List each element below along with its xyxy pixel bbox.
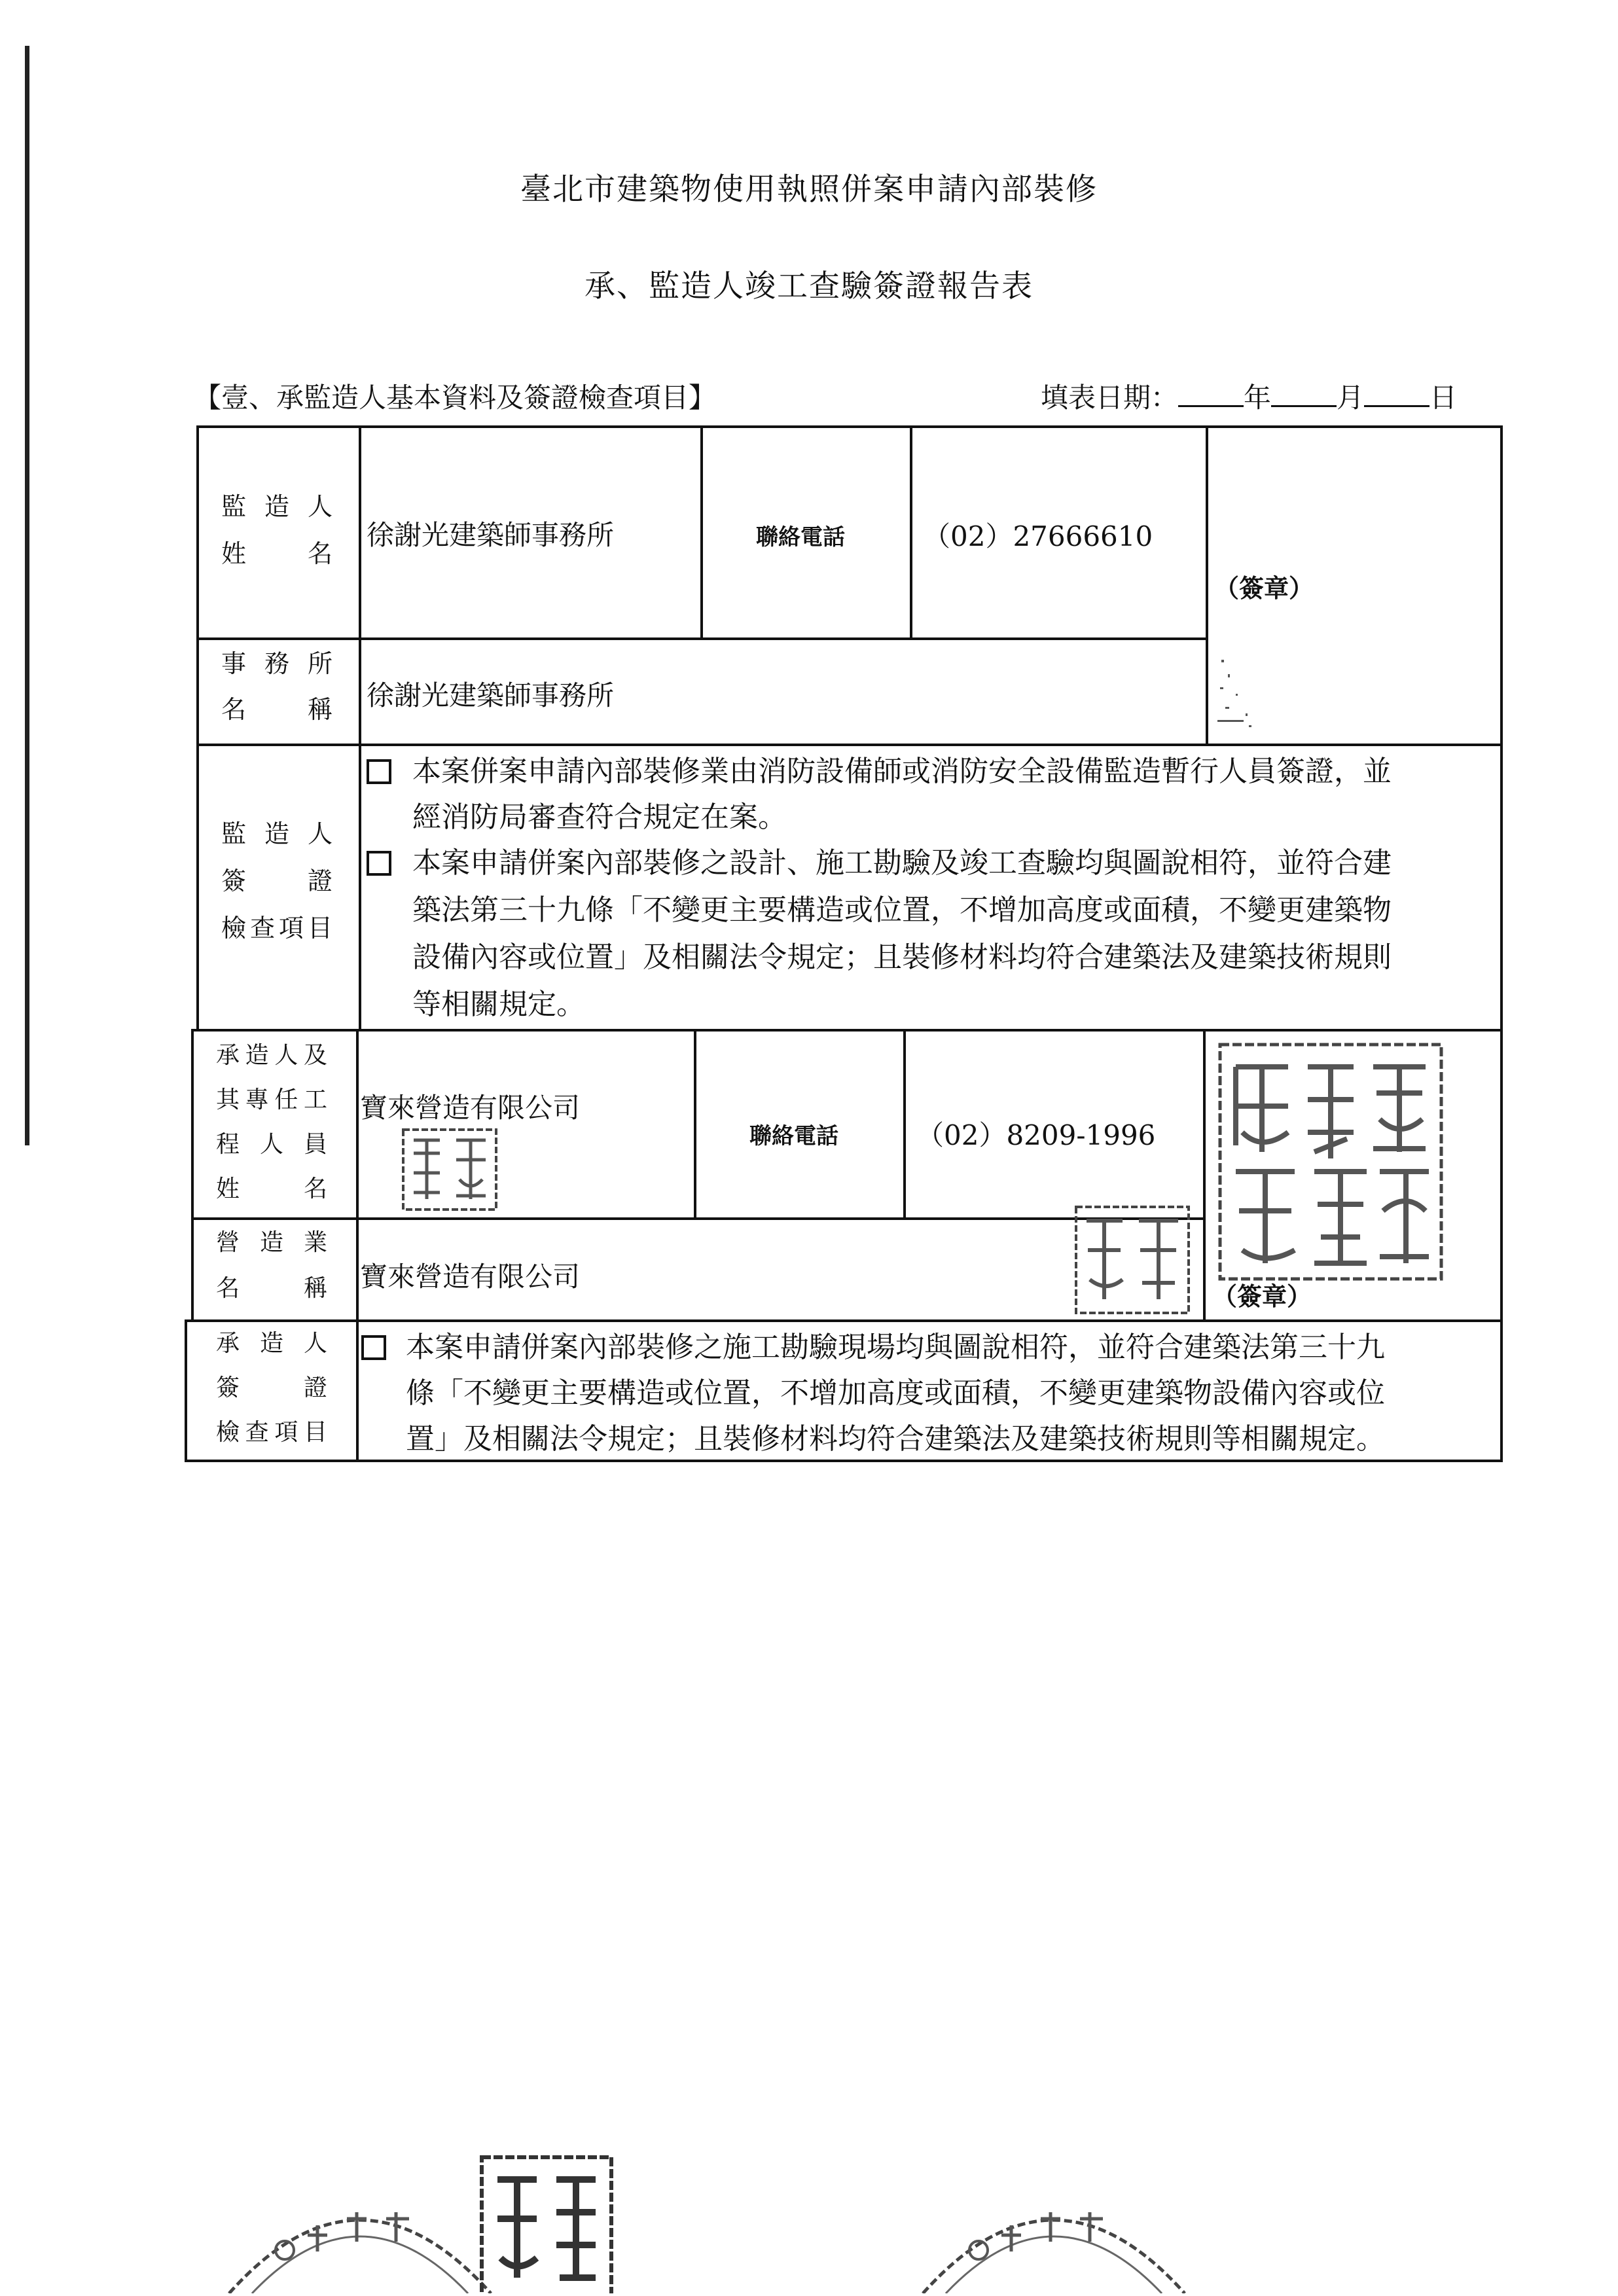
supervisor-name-label-1: 監 造 人 xyxy=(221,492,333,521)
contractor-check-1-line-1: 本案申請併案內部裝修之施工勘驗現場均與圖說相符，並符合建築法第三十九 xyxy=(406,1331,1385,1364)
supervisor-check-2-line-4: 等相關規定。 xyxy=(412,988,585,1021)
fill-date xyxy=(1041,376,1457,416)
supervisor-office-label-1: 事 務 所 xyxy=(221,649,333,678)
supervisor-sign-label: （簽章） xyxy=(1214,574,1314,603)
date-month-unit: 月 xyxy=(1337,382,1365,414)
supervisor-office-label-2: 名 稱 xyxy=(221,695,333,724)
contractor-phone-value: （02）8209-1996 xyxy=(916,1119,1156,1151)
contractor-check-1-line-2: 條「不變更主要構造或位置，不增加高度或面積，不變更建築物設備內容或位 xyxy=(406,1376,1385,1410)
contractor-sign-label: （簽章） xyxy=(1212,1282,1312,1311)
contractor-company-value: 寶來營造有限公司 xyxy=(360,1261,581,1293)
contractor-check-label-3: 檢查項目 xyxy=(216,1419,327,1446)
supervisor-check-1-checkbox[interactable] xyxy=(367,759,391,784)
supervisor-name-label-2: 姓 名 xyxy=(221,539,333,568)
supervisor-check-1-line-1: 本案併案申請內部裝修業由消防設備師或消防安全設備監造暫行人員簽證，並 xyxy=(412,755,1392,788)
date-day-blank xyxy=(1364,382,1429,407)
date-label: 填表日期： xyxy=(1041,382,1179,414)
contractor-company-seal xyxy=(1216,1041,1445,1283)
supervisor-check-2-checkbox[interactable] xyxy=(367,851,391,876)
supervisor-check-2-line-2: 築法第三十九條「不變更主要構造或位置，不增加高度或面積，不變更建築物 xyxy=(412,893,1392,927)
date-year-unit: 年 xyxy=(1244,382,1272,414)
contractor-company-label-1: 營 造 業 xyxy=(216,1229,327,1256)
contractor-name-value: 寶來營造有限公司 xyxy=(360,1092,581,1124)
bottom-right-round-seal xyxy=(916,2173,1191,2293)
bottom-center-square-seal xyxy=(478,2153,615,2293)
document-subtitle: 承、監造人竣工查驗簽證報告表 xyxy=(584,268,1034,304)
contractor-name-label-2: 其專任工 xyxy=(216,1086,327,1113)
contractor-personal-seal xyxy=(401,1127,499,1212)
contractor-name-label-3: 程 人 員 xyxy=(216,1131,327,1158)
supervisor-phone-value: （02）27666610 xyxy=(923,520,1153,552)
supervisor-check-label-2: 簽 證 xyxy=(221,867,333,895)
supervisor-check-label-1: 監 造 人 xyxy=(221,819,333,848)
date-month-blank xyxy=(1271,382,1337,407)
left-margin-line xyxy=(25,46,29,1145)
date-year-blank xyxy=(1178,382,1244,407)
document-title: 臺北市建築物使用執照併案申請內部裝修 xyxy=(520,171,1098,207)
contractor-name-label-1: 承造人及 xyxy=(216,1042,327,1069)
supervisor-check-1-line-2: 經消防局審查符合規定在案。 xyxy=(412,800,787,834)
contractor-phone-label: 聯絡電話 xyxy=(749,1123,838,1149)
contractor-responsible-seal xyxy=(1073,1204,1191,1316)
contractor-check-1-checkbox[interactable] xyxy=(361,1335,386,1360)
supervisor-name-value: 徐謝光建築師事務所 xyxy=(367,519,615,551)
contractor-company-label-2: 名 稱 xyxy=(216,1275,327,1302)
supervisor-check-2-line-3: 設備內容或位置」及相關法令規定；且裝修材料均符合建築法及建築技術規則 xyxy=(412,941,1392,974)
supervisor-sign-marks xyxy=(1216,655,1275,740)
contractor-name-label-4: 姓 名 xyxy=(216,1175,327,1202)
date-day-unit: 日 xyxy=(1429,382,1458,414)
section-heading: 【壹、承監造人基本資料及簽證檢查項目】 xyxy=(194,382,717,414)
supervisor-check-label-3: 檢查項目 xyxy=(221,914,333,942)
contractor-check-1-line-3: 置」及相關法令規定；且裝修材料均符合建築法及建築技術規則等相關規定。 xyxy=(406,1422,1385,1456)
contractor-check-label-1: 承 造 人 xyxy=(216,1330,327,1357)
contractor-check-label-2: 簽 證 xyxy=(216,1374,327,1401)
supervisor-office-value: 徐謝光建築師事務所 xyxy=(367,679,615,711)
bottom-left-round-seal xyxy=(223,2173,497,2293)
supervisor-check-2-line-1: 本案申請併案內部裝修之設計、施工勘驗及竣工查驗均與圖說相符，並符合建 xyxy=(412,846,1392,880)
supervisor-phone-label: 聯絡電話 xyxy=(756,524,845,550)
